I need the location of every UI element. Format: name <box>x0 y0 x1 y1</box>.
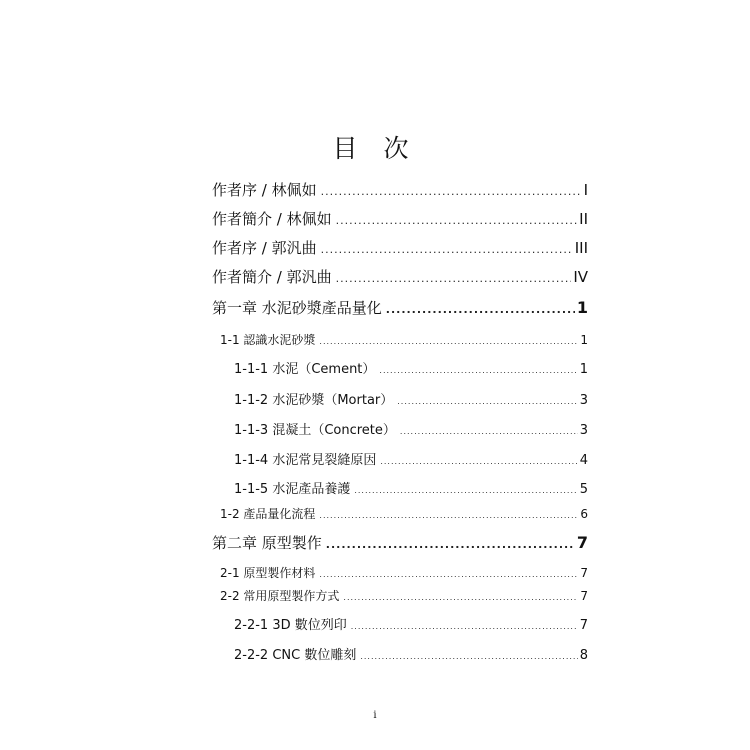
toc-entry-page: 7 <box>580 589 588 603</box>
dot-leader <box>380 452 577 472</box>
dot-leader <box>351 617 578 637</box>
dot-leader <box>336 268 572 290</box>
toc-entry-section-1-1-2 <box>234 391 588 411</box>
toc-entry-label: 1-1-5 水泥產品養護 <box>234 482 351 497</box>
toc-entry-section-2-2-2 <box>234 646 588 666</box>
toc-entry-page: IV <box>573 268 588 286</box>
toc-entry-author-bio-guo <box>212 266 588 288</box>
dot-leader <box>319 507 578 525</box>
dot-leader <box>319 333 578 351</box>
toc-entry-page: 6 <box>580 507 588 521</box>
toc-entry-page: 1 <box>576 298 588 317</box>
toc-entry-section-1-1-4 <box>234 451 588 471</box>
dot-leader <box>326 534 575 556</box>
toc-entry-section-2-2 <box>220 587 588 605</box>
toc-entry-label: 第二章 原型製作 <box>212 534 322 552</box>
toc-title: 目 次 <box>332 134 418 163</box>
toc-entry-label: 作者序 / 林佩如 <box>212 181 317 199</box>
toc-entry-page: I <box>583 181 588 199</box>
toc-entry-section-2-1 <box>220 564 588 582</box>
toc-entry-page: 5 <box>579 482 588 497</box>
toc-entry-page: 7 <box>579 618 588 633</box>
dot-leader <box>354 481 577 501</box>
toc-entry-section-1-1-1 <box>234 360 588 380</box>
page-number-footer: i <box>373 710 377 721</box>
toc-entry-page: 1 <box>580 333 588 347</box>
toc-entry-label: 1-1-3 混凝土（Concrete） <box>234 423 396 438</box>
toc-entry-label: 作者序 / 郭汎曲 <box>212 239 317 257</box>
dot-leader <box>321 181 582 203</box>
toc-entry-label: 1-1-4 水泥常見裂縫原因 <box>234 453 377 468</box>
dot-leader <box>397 392 577 412</box>
toc-entry-section-1-2 <box>220 505 588 523</box>
toc-entry-page: 1 <box>579 362 588 377</box>
dot-leader <box>343 589 578 607</box>
toc-entry-page: II <box>579 210 588 228</box>
dot-leader <box>379 361 577 381</box>
toc-entry-label: 1-2 產品量化流程 <box>220 507 316 521</box>
dot-leader <box>360 647 577 667</box>
toc-entry-label: 2-2-1 3D 數位列印 <box>234 618 347 633</box>
toc-entry-section-1-1 <box>220 331 588 349</box>
toc-entry-author-bio-lin <box>212 208 588 230</box>
dot-leader <box>386 299 575 321</box>
toc-entry-label: 2-2 常用原型製作方式 <box>220 589 340 603</box>
toc-entry-page: 7 <box>576 533 588 552</box>
dot-leader <box>319 566 578 584</box>
toc-entry-author-preface-lin <box>212 179 588 201</box>
toc-entry-label: 1-1-1 水泥（Cement） <box>234 362 376 377</box>
toc-entry-page: 3 <box>579 393 588 408</box>
toc-entry-page: 8 <box>579 648 588 663</box>
toc-entry-label: 第一章 水泥砂漿產品量化 <box>212 299 382 317</box>
toc-entry-section-1-1-5 <box>234 480 588 500</box>
toc-entry-section-1-1-3 <box>234 421 588 441</box>
dot-leader <box>321 239 573 261</box>
toc-entry-author-preface-guo <box>212 237 588 259</box>
dot-leader <box>400 422 578 442</box>
toc-entry-label: 1-1 認識水泥砂漿 <box>220 333 316 347</box>
toc-entry-label: 作者簡介 / 林佩如 <box>212 210 332 228</box>
toc-entry-chapter-1 <box>212 297 588 319</box>
toc-entry-label: 2-2-2 CNC 數位雕刻 <box>234 648 357 663</box>
toc-entry-label: 作者簡介 / 郭汎曲 <box>212 268 332 286</box>
toc-entry-label: 1-1-2 水泥砂漿（Mortar） <box>234 393 394 408</box>
toc-entry-page: 4 <box>579 453 588 468</box>
toc-entry-page: III <box>574 239 588 257</box>
toc-entry-chapter-2 <box>212 532 588 554</box>
toc-entry-page: 7 <box>580 566 588 580</box>
toc-entry-page: 3 <box>579 423 588 438</box>
toc-entry-label: 2-1 原型製作材料 <box>220 566 316 580</box>
toc-entry-section-2-2-1 <box>234 616 588 636</box>
dot-leader <box>336 210 578 232</box>
